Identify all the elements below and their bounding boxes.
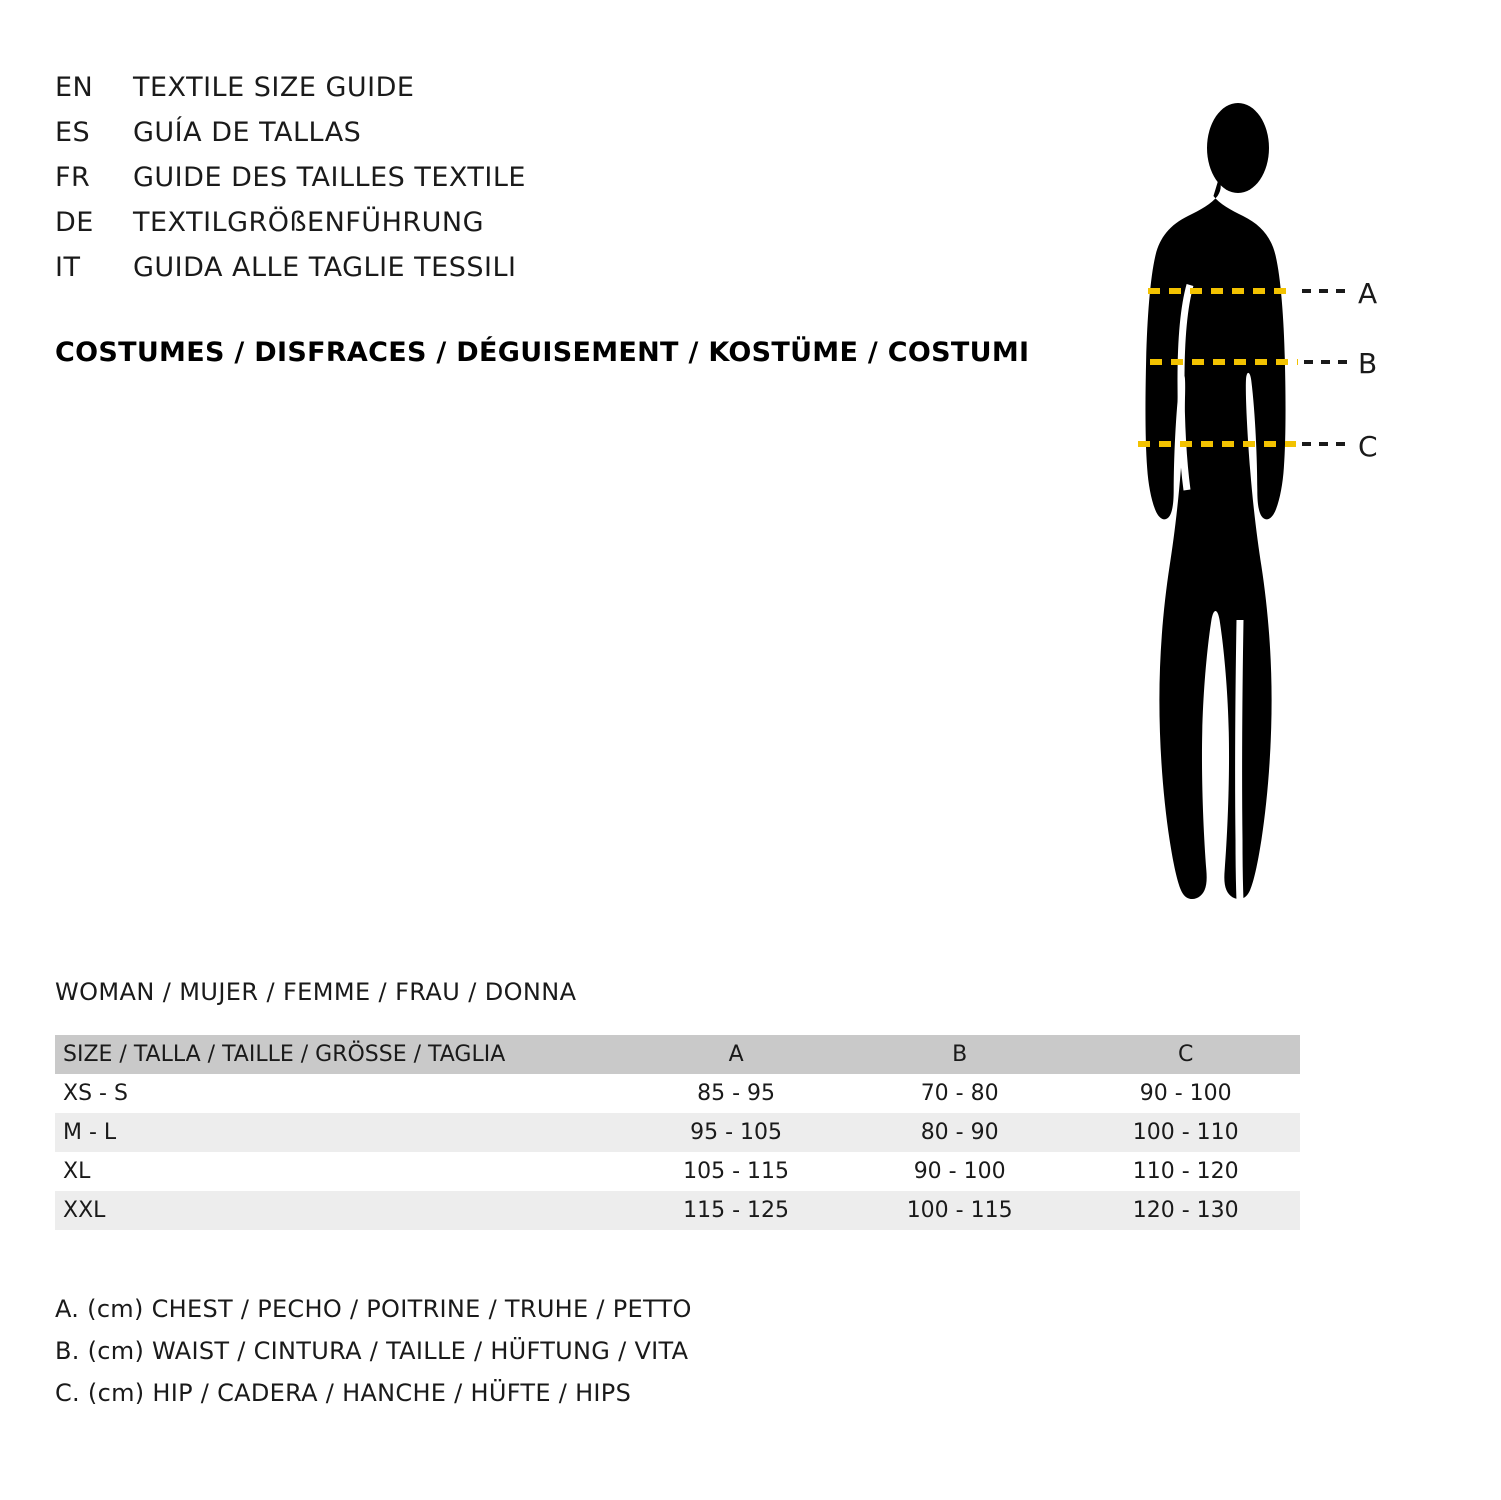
language-code-fr: FR [55, 162, 91, 193]
language-row-de [55, 207, 1035, 252]
language-text-es: GUÍA DE TALLAS [133, 117, 362, 148]
measure-label-b: B [1358, 347, 1378, 380]
measure-label-c: C [1358, 430, 1378, 463]
table-header-row [55, 1035, 1300, 1074]
body-measurement-figure [1040, 60, 1460, 940]
cell-b: 90 - 100 [913, 1159, 1006, 1184]
cell-c: 120 - 130 [1132, 1198, 1239, 1223]
cell-b: 100 - 115 [906, 1198, 1013, 1223]
cell-size: XL [63, 1159, 91, 1184]
table-row [55, 1113, 1300, 1152]
table-header-b: B [952, 1042, 968, 1067]
cell-a: 85 - 95 [697, 1081, 776, 1106]
cell-b: 70 - 80 [920, 1081, 999, 1106]
table-header-size: SIZE / TALLA / TAILLE / GRÖSSE / TAGLIA [63, 1042, 506, 1067]
female-silhouette-icon [1040, 60, 1460, 940]
language-code-de: DE [55, 207, 94, 238]
cell-a: 95 - 105 [690, 1120, 783, 1145]
table-row [55, 1074, 1300, 1113]
cell-a: 115 - 125 [683, 1198, 790, 1223]
cell-size: M - L [63, 1120, 117, 1145]
table-title: WOMAN / MUJER / FEMME / FRAU / DONNA [55, 978, 577, 1006]
language-list [55, 72, 1035, 297]
size-table [55, 1035, 1300, 1230]
language-row-it [55, 252, 1035, 297]
language-text-it: GUIDA ALLE TAGLIE TESSILI [133, 252, 517, 283]
language-text-fr: GUIDE DES TAILLES TEXTILE [133, 162, 526, 193]
legend-row-waist: B. (cm) WAIST / CINTURA / TAILLE / HÜFTUNG / VITA [55, 1337, 689, 1365]
cell-c: 90 - 100 [1139, 1081, 1232, 1106]
cell-b: 80 - 90 [920, 1120, 999, 1145]
measure-label-a: A [1358, 277, 1378, 310]
language-row-en [55, 72, 1035, 117]
language-text-de: TEXTILGRÖßENFÜHRUNG [133, 207, 485, 238]
cell-c: 100 - 110 [1132, 1120, 1239, 1145]
table-row [55, 1191, 1300, 1230]
language-row-fr [55, 162, 1035, 207]
table-header-c: C [1178, 1042, 1194, 1067]
cell-size: XXL [63, 1198, 106, 1223]
cell-size: XS - S [63, 1081, 128, 1106]
legend-row-chest: A. (cm) CHEST / PECHO / POITRINE / TRUHE / PETTO [55, 1295, 692, 1323]
costumes-subtitle: COSTUMES / DISFRACES / DÉGUISEMENT / KOSTÜME / COSTUMI [55, 337, 1030, 368]
measurement-legend [55, 1295, 692, 1421]
table-header-a: A [728, 1042, 744, 1067]
cell-c: 110 - 120 [1132, 1159, 1239, 1184]
language-code-it: IT [55, 252, 81, 283]
legend-row-hip: C. (cm) HIP / CADERA / HANCHE / HÜFTE / HIPS [55, 1379, 632, 1407]
table-row [55, 1152, 1300, 1191]
language-text-en: TEXTILE SIZE GUIDE [133, 72, 415, 103]
language-code-en: EN [55, 72, 94, 103]
language-code-es: ES [55, 117, 91, 148]
language-row-es [55, 117, 1035, 162]
cell-a: 105 - 115 [683, 1159, 790, 1184]
